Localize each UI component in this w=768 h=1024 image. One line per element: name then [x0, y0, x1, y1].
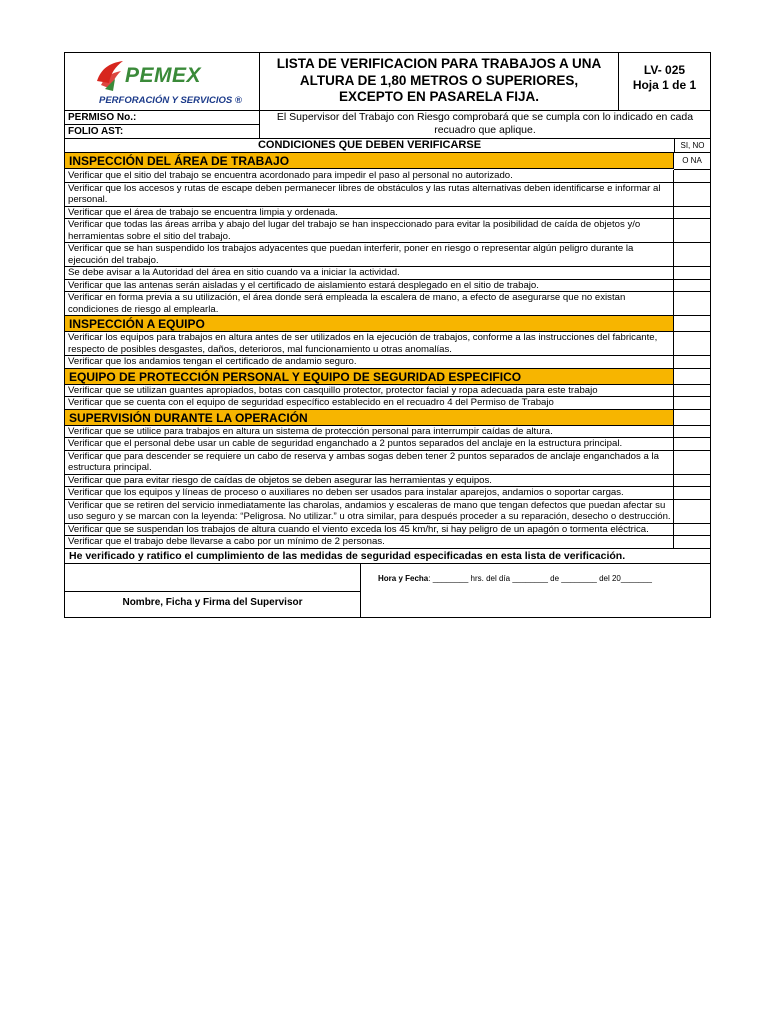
checklist-item-text: Verificar que los equipos y líneas de proceso o auxiliares no deben ser usados para instalar aparejos, andamios o soportar cargas. — [65, 487, 674, 500]
checklist-row — [65, 487, 710, 500]
si-no-na-box[interactable] — [674, 356, 710, 369]
checklist-row — [65, 475, 710, 488]
form-title — [260, 53, 619, 110]
title-line-3: EXCEPTO EN PASARELA FIJA. — [338, 89, 540, 104]
permit-number-field[interactable]: PERMISO No.: — [65, 111, 259, 125]
checklist-item-text: Verificar en forma previa a su utilización, el área donde será empleada la escalera de mano, a efecto de asegurarse que no existan condiciones de riesgo al emplearla. — [65, 292, 674, 316]
checklist-row — [65, 243, 710, 267]
section-title: INSPECCIÓN A EQUIPO — [65, 316, 674, 332]
si-no-na-box[interactable] — [674, 536, 710, 549]
section-row — [65, 316, 710, 332]
si-no-na-box[interactable] — [674, 397, 710, 410]
checklist-item-text: Verificar que los andamios tengan el certificado de andamio seguro. — [65, 356, 674, 369]
instructions-text: El Supervisor del Trabajo con Riesgo comprobará que se cumpla con lo indicado en cada recuadro que aplique. — [276, 111, 694, 136]
checklist-row — [65, 207, 710, 220]
checklist-row — [65, 385, 710, 398]
supervisor-signature-box[interactable] — [65, 564, 361, 617]
section-title: EQUIPO DE PROTECCIÓN PERSONAL Y EQUIPO DE SEGURIDAD ESPECIFICO — [65, 369, 674, 385]
section-side-cell — [674, 316, 710, 332]
form-header — [65, 53, 710, 111]
checklist-item-text: Verificar que el trabajo debe llevarse a cabo por un mínimo de 2 personas. — [65, 536, 674, 549]
si-no-na-box[interactable] — [674, 524, 710, 537]
checklist-item-text: Verificar que se retiren del servicio inmediatamente las charolas, andamios y escaleras de mano que tengan defectos que puedan afectar su uso seguro y se marcan con la leyenda: “Peligrosa. No utilizar.” u otra similar, para después proceder a su reparación, desecho o destrucción. — [65, 500, 674, 524]
section-side-cell — [674, 410, 710, 426]
folio-ast-field[interactable]: FOLIO AST: — [68, 126, 124, 137]
checklist-item-text: Verificar que para evitar riesgo de caídas de objetos se deben asegurar las herramientas y equipos. — [65, 475, 674, 488]
si-no-na-box[interactable] — [674, 267, 710, 280]
section-title: SUPERVISIÓN DURANTE LA OPERACIÓN — [65, 410, 674, 426]
permit-fields — [65, 111, 260, 138]
checklist-item-text: Se debe avisar a la Autoridad del área en sitio cuando va a iniciar la actividad. — [65, 267, 674, 280]
checklist-item-text: Verificar que se utilice para trabajos en altura un sistema de protección personal para interrumpir caídas de altura. — [65, 426, 674, 439]
checklist-item-text: Verificar que se han suspendido los trabajos adyacentes que puedan interferir, poner en riesgo o representar algún peligro durante la ejecución del trabajo. — [65, 243, 674, 267]
checklist-item-text: Verificar que las antenas serán aisladas y el certificado de aislamiento estará desplegado en el sitio de trabajo. — [65, 280, 674, 293]
checklist-item-text: Verificar que el sitio del trabajo se encuentra acordonado para impedir el paso al personal no autorizado. — [65, 170, 674, 183]
checklist-row — [65, 524, 710, 537]
form-code — [619, 53, 710, 110]
si-no-na-box[interactable] — [674, 207, 710, 220]
checklist-row — [65, 332, 710, 356]
title-line-1: LISTA DE VERIFICACION PARA TRABAJOS A UNA — [276, 56, 602, 71]
verified-statement: He verificado y ratifico el cumplimiento de las medidas de seguridad especificadas en esta lista de verificación. — [65, 549, 710, 564]
checklist-item-text: Verificar que para descender se requiere un cabo de reserva y ambas sogas deben tener 2 puntos separados de anclaje enganchados a la estructura principal. — [65, 451, 674, 475]
checklist-item-text: Verificar que el personal debe usar un cable de seguridad enganchado a 2 puntos separados del anclaje en la estructura principal. — [65, 438, 674, 451]
checklist-row — [65, 536, 710, 549]
date-label: Hora y Fecha — [378, 573, 429, 583]
pemex-logo — [65, 53, 260, 110]
section-row — [65, 153, 710, 170]
date-template: : ________ hrs. del día ________ de ________ del 20_______ — [428, 573, 653, 583]
si-no-na-box[interactable] — [674, 385, 710, 398]
section-side-cell: O NA — [674, 153, 710, 170]
si-no-na-box[interactable] — [674, 170, 710, 183]
date-time-box[interactable] — [361, 564, 710, 617]
code-number: LV- 025 — [643, 63, 686, 77]
checklist-row — [65, 170, 710, 183]
logo-subtitle: PERFORACIÓN Y SERVICIOS ® — [99, 95, 242, 106]
si-no-na-box[interactable] — [674, 475, 710, 488]
si-no-na-box[interactable] — [674, 243, 710, 267]
section-title: INSPECCIÓN DEL ÁREA DE TRABAJO — [65, 153, 674, 169]
checklist-row — [65, 183, 710, 207]
si-no-na-box[interactable] — [674, 219, 710, 243]
si-no-na-box[interactable] — [674, 332, 710, 356]
checklist-row — [65, 280, 710, 293]
checklist-row — [65, 426, 710, 439]
checklist-item-text: Verificar que se cuenta con el equipo de seguridad específico establecido en el recuadro 4 del Permiso de Trabajo — [65, 397, 674, 410]
si-no-na-box[interactable] — [674, 451, 710, 475]
checklist-form — [64, 52, 711, 618]
checklist-item-text: Verificar que se utilizan guantes apropiados, botas con casquillo protector, protector facial y ropa adecuada para este trabajo — [65, 385, 674, 398]
signature-area — [65, 564, 710, 617]
checklist-item-text: Verificar los equipos para trabajos en altura antes de ser utilizados en la ejecución de trabajos, conforme a las instrucciones del fabricante, respecto de posibles desgastes, daños, deterioros, mal funcionamiento u otras anomalías. — [65, 332, 674, 356]
section-side-cell — [674, 369, 710, 385]
signature-label: Nombre, Ficha y Firma del Supervisor — [122, 596, 303, 608]
checklist-item-text: Verificar que los accesos y rutas de escape deben permanecer libres de obstáculos y las rutas alternativas deben identificarse e informar al personal. — [65, 183, 674, 207]
checklist-row — [65, 356, 710, 369]
checklist-row — [65, 267, 710, 280]
checklist-row — [65, 292, 710, 316]
si-no-na-box[interactable] — [674, 183, 710, 207]
signature-line — [65, 591, 360, 592]
si-no-na-box[interactable] — [674, 438, 710, 451]
si-no-na-box[interactable] — [674, 280, 710, 293]
si-no-na-box[interactable] — [674, 487, 710, 500]
sino-header — [675, 139, 710, 153]
checklist-item-text: Verificar que todas las áreas arriba y abajo del lugar del trabajo se han inspeccionado para evitar la posibilidad de caída de objetos y/o herramientas sobre el sitio del trabajo. — [65, 219, 674, 243]
section-row — [65, 369, 710, 385]
checklist-row — [65, 397, 710, 410]
section-row — [65, 410, 710, 426]
sino-label-1: SI, NO — [680, 141, 705, 150]
si-no-na-box[interactable] — [674, 292, 710, 316]
checklist-row — [65, 500, 710, 524]
permit-row — [65, 111, 710, 139]
si-no-na-box[interactable] — [674, 426, 710, 439]
sections-container — [65, 153, 710, 549]
conditions-header-row — [65, 139, 710, 153]
checklist-row — [65, 451, 710, 475]
date-time-field[interactable] — [378, 574, 652, 583]
checklist-item-text: Verificar que el área de trabajo se encuentra limpia y ordenada. — [65, 207, 674, 220]
si-no-na-box[interactable] — [674, 500, 710, 524]
conditions-title: CONDICIONES QUE DEBEN VERIFICARSE — [65, 139, 675, 153]
sheet-number: Hoja 1 de 1 — [632, 78, 697, 92]
logo-wordmark: PEMEX — [125, 64, 202, 87]
pemex-eagle-icon — [95, 59, 125, 93]
checklist-row — [65, 219, 710, 243]
title-line-2: ALTURA DE 1,80 METROS O SUPERIORES, — [299, 72, 579, 88]
checklist-item-text: Verificar que se suspendan los trabajos de altura cuando el viento exceda los 45 km/hr, si hay peligro de un apagón o tormenta eléctrica. — [65, 524, 674, 537]
checklist-row — [65, 438, 710, 451]
